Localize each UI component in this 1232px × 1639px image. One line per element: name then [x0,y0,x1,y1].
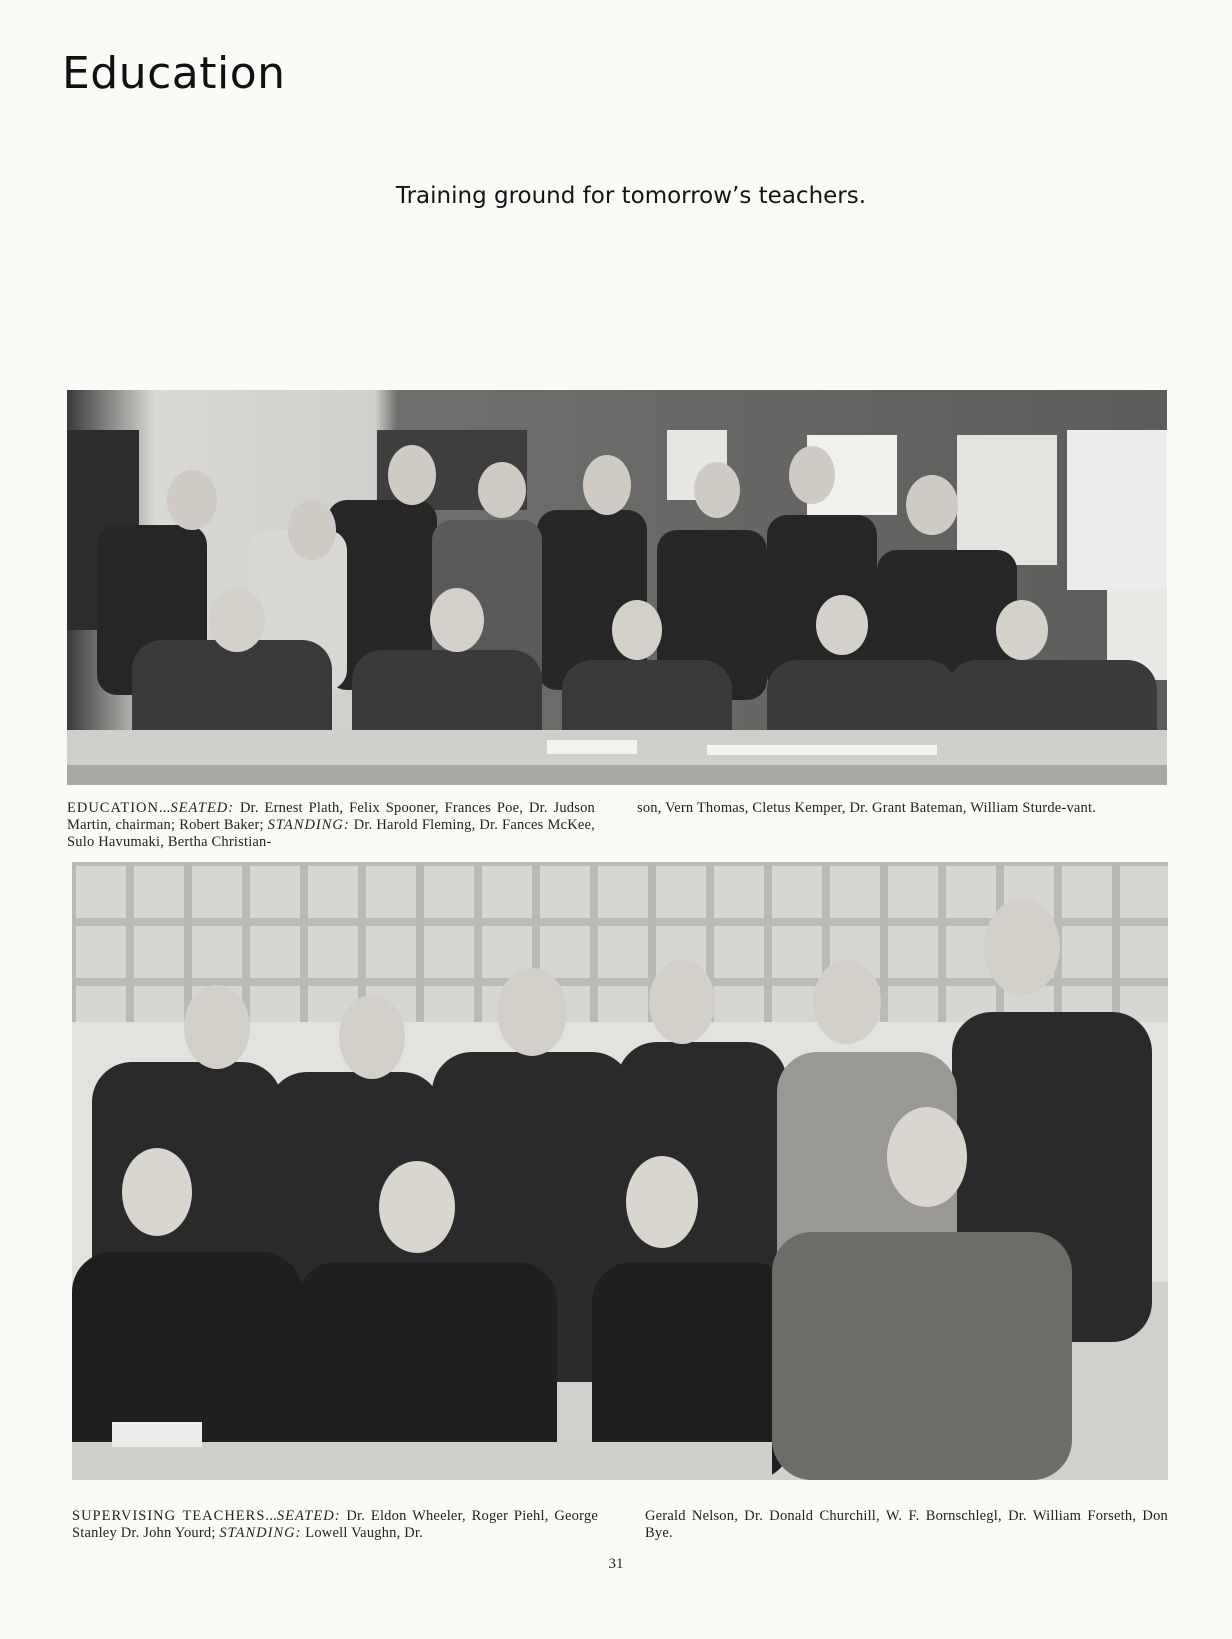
education-caption-ellipsis: ... [158,800,171,816]
supervising-caption-label: SUPERVISING TEACHERS [72,1508,266,1524]
supervising-caption-left [72,1508,598,1542]
supervising-caption-ellipsis: ... [265,1508,277,1524]
supervising-seated-label: SEATED: [276,1508,341,1524]
education-standing-names-part2: son, Vern Thomas, Cletus Kemper, Dr. Grant Bateman, William Sturde-vant. [637,800,1097,816]
supervising-standing-names-part1: Lowell Vaughn, Dr. [301,1525,423,1541]
supervising-teachers-group-photo [72,862,1168,1480]
page-heading: Education [62,48,286,99]
page-subtitle: Training ground for tomorrow’s teachers. [395,183,867,209]
supervising-standing-names-part2: Gerald Nelson, Dr. Donald Churchill, W. F. Bornschlegl, Dr. William Forseth, Don Bye. [645,1508,1168,1541]
supervising-caption-right [645,1508,1168,1542]
education-seated-label: SEATED: [170,800,235,816]
education-seated-names: Dr. Ernest Plath, Felix Spooner, Frances Poe, Dr. Judson Martin, chairman; Robert Baker; [67,800,595,833]
education-caption-left [67,800,595,851]
education-caption-label: EDUCATION [67,800,159,816]
supervising-seated-names: Dr. Eldon Wheeler, Roger Piehl, George Stanley Dr. John Yourd; [72,1508,598,1541]
education-caption-right [637,800,1167,817]
page-number: 31 [608,1556,624,1572]
supervising-standing-label: STANDING: [219,1525,302,1541]
education-standing-names-part1: Dr. Harold Fleming, Dr. Fances McKee, Sulo Havumaki, Bertha Christian- [67,817,595,850]
education-standing-label: STANDING: [267,817,350,833]
education-faculty-group-photo [67,390,1167,785]
